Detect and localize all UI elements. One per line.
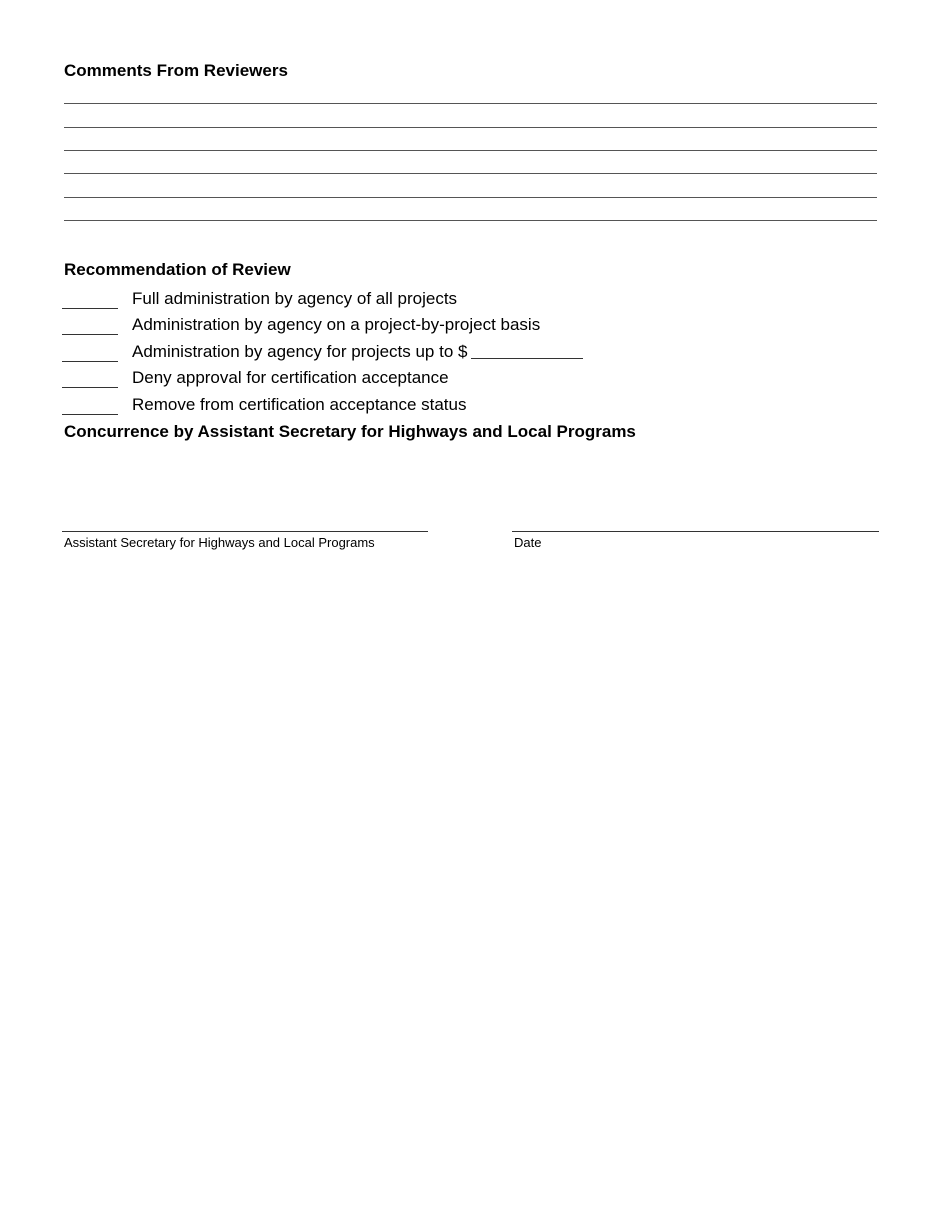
signature-line[interactable]: [62, 531, 428, 532]
option-label: Deny approval for certification acceptance: [132, 368, 449, 387]
comment-line[interactable]: [64, 173, 877, 174]
comment-line[interactable]: [64, 103, 877, 104]
option-label: Administration by agency on a project-by-project basis: [132, 315, 541, 334]
option-check-blank[interactable]: [62, 387, 118, 388]
option-project-by-project: [62, 315, 762, 341]
date-line[interactable]: [512, 531, 879, 532]
option-check-blank[interactable]: [62, 414, 118, 415]
comment-line[interactable]: [64, 197, 877, 198]
concurrence-heading: Concurrence by Assistant Secretary for Highways and Local Programs: [64, 422, 636, 441]
comments-heading: Comments From Reviewers: [64, 61, 288, 80]
signature-caption: Assistant Secretary for Highways and Local Programs: [64, 535, 375, 550]
option-label: Full administration by agency of all projects: [132, 289, 458, 308]
comment-line[interactable]: [64, 220, 877, 221]
option-deny-approval: [62, 368, 762, 394]
option-check-blank[interactable]: [62, 308, 118, 309]
amount-blank[interactable]: [471, 358, 583, 359]
comment-line[interactable]: [64, 150, 877, 151]
recommendation-heading: Recommendation of Review: [64, 260, 291, 279]
option-label: Remove from certification acceptance status: [132, 395, 467, 414]
date-caption: Date: [514, 535, 542, 550]
option-check-blank[interactable]: [62, 334, 118, 335]
option-remove-status: [62, 395, 762, 421]
option-projects-up-to: [62, 342, 762, 368]
option-label-text: Administration by agency for projects up to $: [132, 342, 468, 361]
comment-line[interactable]: [64, 127, 877, 128]
option-check-blank[interactable]: [62, 361, 118, 362]
option-label-with-amount: [132, 342, 583, 362]
option-full-administration: [62, 289, 762, 315]
